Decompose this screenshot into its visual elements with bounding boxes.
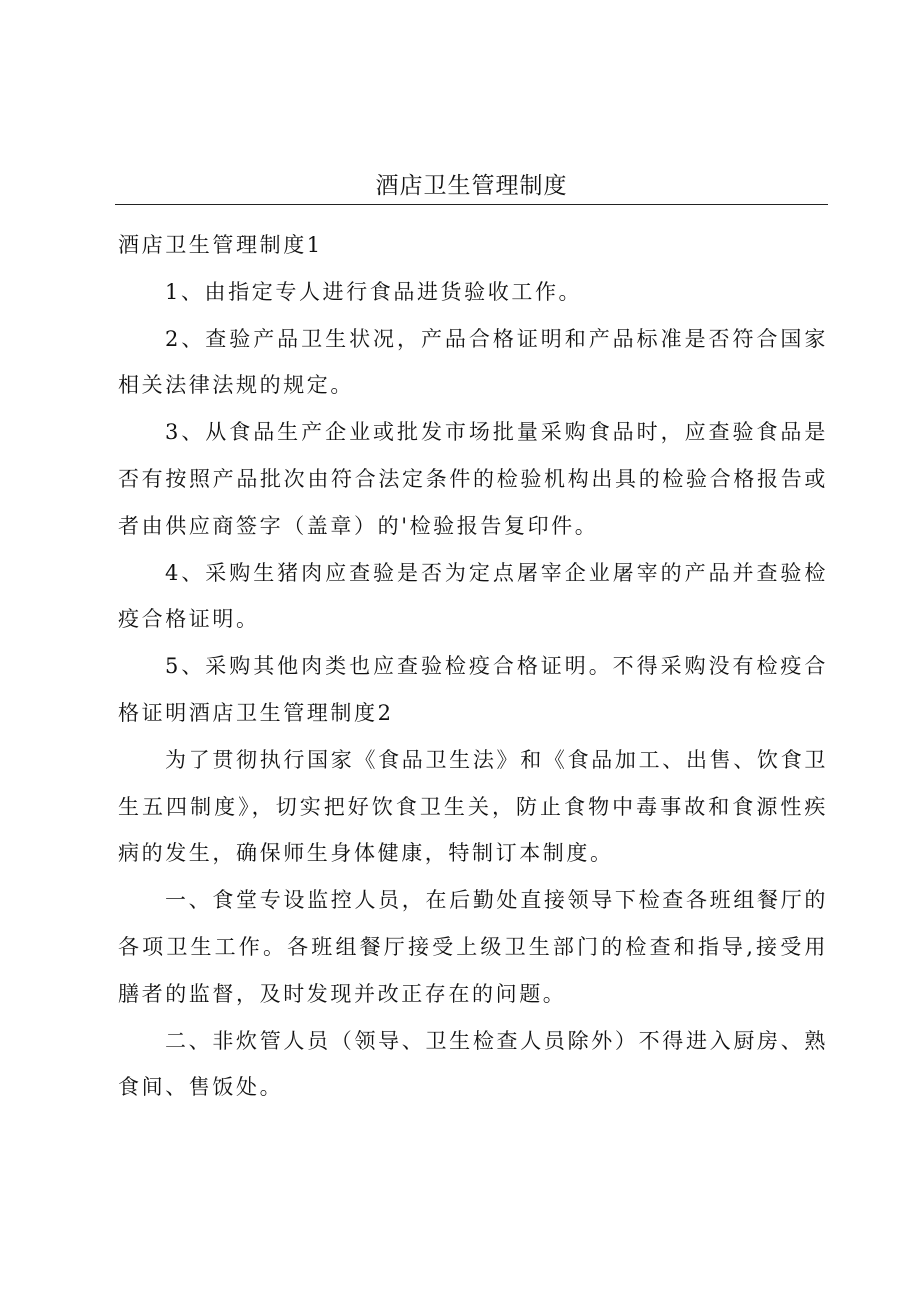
paragraph: 为了贯彻执行国家《食品卫生法》和《食品加工、出售、饮食卫生五四制度》，切实把好饮食卫生关，防止食物中毒事故和食源性疾病的发生，确保师生身体健康，特制订本制度。 bbox=[118, 747, 828, 866]
paragraph: 一、食堂专设监控人员，在后勤处直接领导下检查各班组餐厅的各项卫生工作。各班组餐厅接受上级卫生部门的检查和指导,接受用膳者的监督，及时发现并改正存在的问题。 bbox=[118, 888, 828, 1006]
paragraph: 3、从食品生产企业或批发市场批量采购食品时，应查验食品是否有按照产品批次由符合法定条件的检验机构出具的检验合格报告或者由供应商签字（盖章）的'检验报告复印件。 bbox=[118, 420, 828, 538]
paragraph: 二、非炊管人员（领导、卫生检查人员除外）不得进入厨房、熟食间、售饭处。 bbox=[118, 1028, 828, 1100]
title-divider bbox=[115, 204, 828, 205]
paragraph: 2、查验产品卫生状况，产品合格证明和产品标准是否符合国家相关法律法规的规定。 bbox=[118, 326, 828, 398]
paragraph: 1、由指定专人进行食品进货验收工作。 bbox=[165, 279, 583, 304]
document-body bbox=[118, 222, 828, 1111]
paragraph: 4、采购生猪肉应查验是否为定点屠宰企业屠宰的产品并查验检疫合格证明。 bbox=[118, 560, 828, 632]
section-heading: 酒店卫生管理制度1 bbox=[118, 233, 323, 257]
document-title: 酒店卫生管理制度 bbox=[375, 173, 568, 199]
paragraph: 5、采购其他肉类也应查验检疫合格证明。不得采购没有检疫合格证明酒店卫生管理制度2 bbox=[118, 654, 828, 725]
